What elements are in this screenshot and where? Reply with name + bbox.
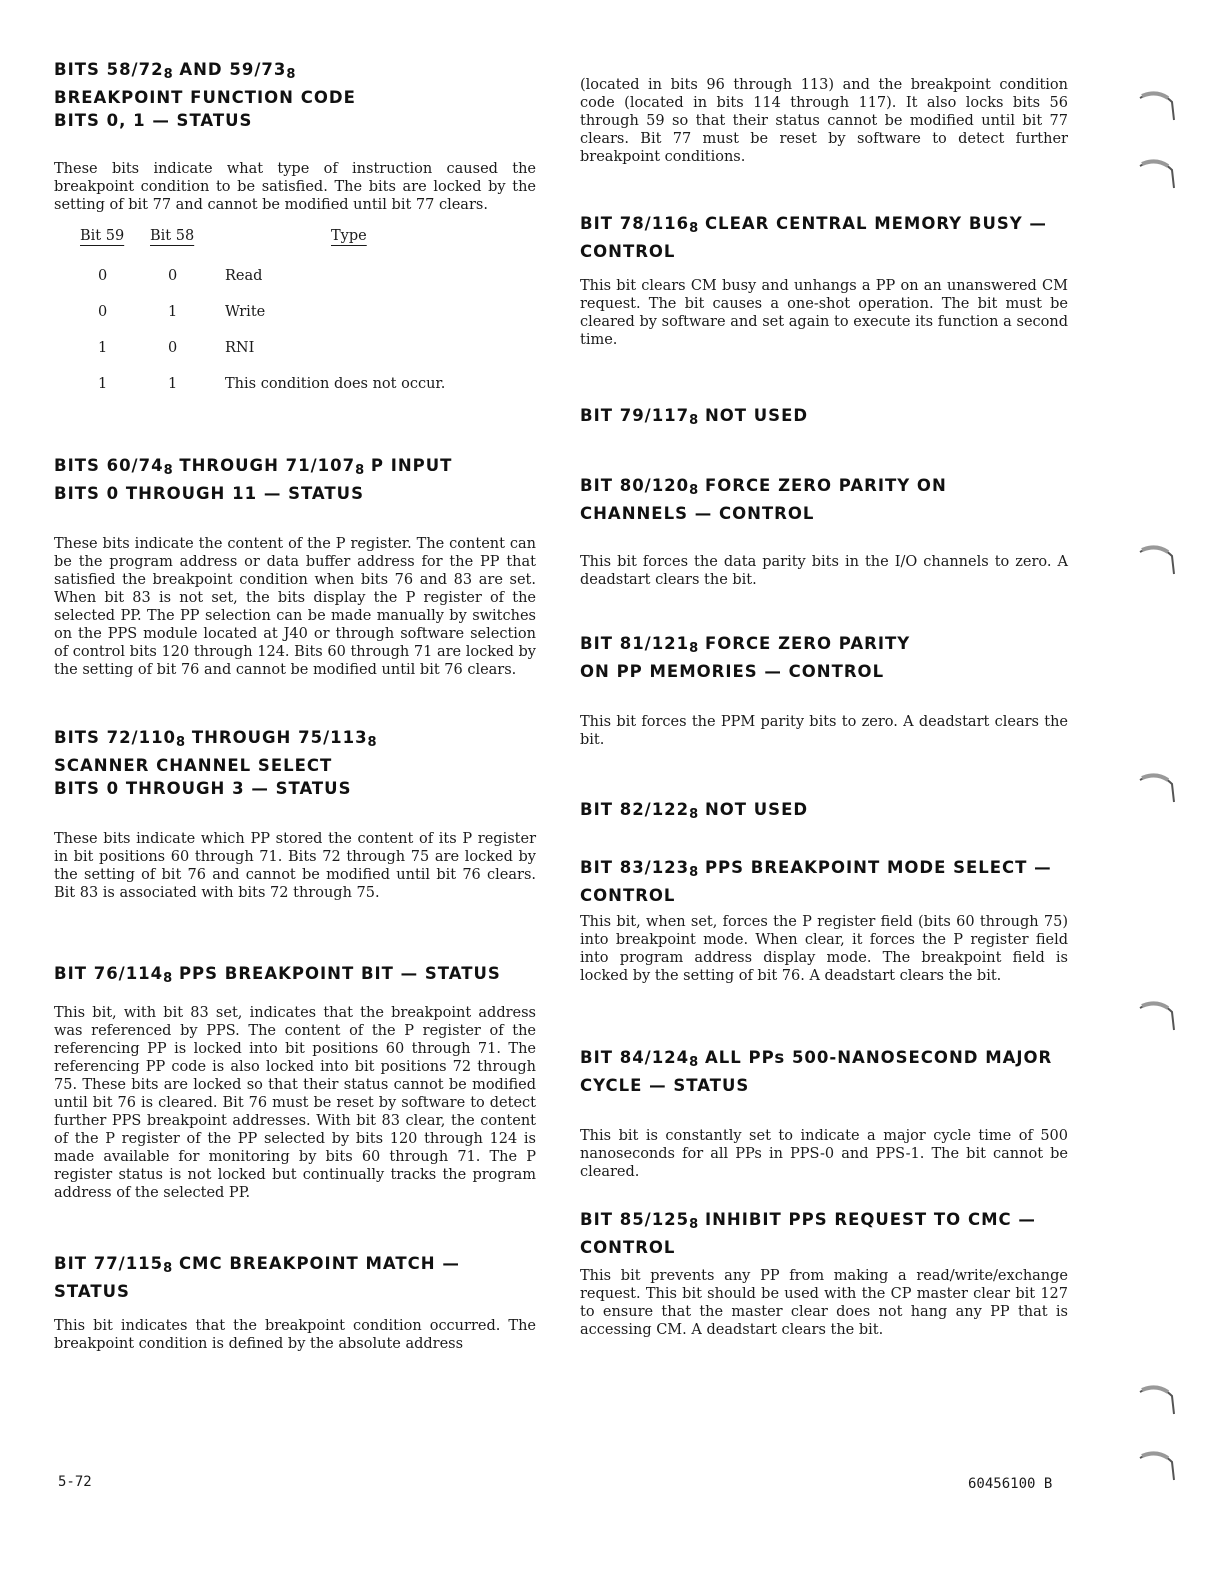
document-number: 60456100 B: [968, 1476, 1053, 1492]
section-bit-84: [580, 1046, 1068, 1181]
page-number: 5-72: [58, 1474, 92, 1490]
section-body: This bit clears CM busy and unhangs a PP on an unanswered CM request. The bit causes a one-shot operation. The bit must be cleared by software and set again to execute its function a second time.: [580, 278, 1068, 348]
section-heading: BIT $79/117_8$ NOT USED: [580, 406, 809, 428]
section-body: This bit forces the data parity bits in the I/O channels to zero. A deadstart clears the bit.: [580, 554, 1068, 588]
binder-hole-mark: [1138, 768, 1180, 808]
bit-type-table: [80, 228, 445, 402]
table-row: 0 1 Write: [98, 304, 266, 320]
section-bit-80: [580, 474, 1068, 589]
section-bit-77: [54, 1252, 536, 1353]
section-subheading: BITS 0, 1 — STATUS: [54, 111, 253, 130]
section-subheading: CONTROL: [580, 242, 676, 261]
section-body: This bit prevents any PP from making a read/write/exchange request. This bit should be used with the CP master clear bit 127 to ensure that the master clear does not hang any PP that is accessing CM. A deadstart clears the bit.: [580, 1268, 1068, 1338]
section-heading: BITS $72/110_8$ THROUGH $75/113_8$: [54, 728, 377, 750]
section-subheading: BREAKPOINT FUNCTION CODE: [54, 88, 356, 107]
section-bit-81: [580, 632, 1068, 749]
section-heading: BIT $82/122_8$ NOT USED: [580, 800, 809, 822]
section-body: This bit, with bit 83 set, indicates that the breakpoint address was referenced by PPS. The content of the P register of the referencing PP is locked into bit positions 60 through 71. The referencing PP code is also locked into bit positions 72 through 75. These bits are locked so that their status cannot be modified until bit 76 is cleared. Bit 76 must be reset by software to detect further PPS breakpoint addresses. With bit 83 clear, the content of the P register of the PP selected by bits 120 through 124 is made available for monitoring by bits 60 through 71. The P register status is not locked but continually tracks the program address of the selected PP.: [54, 1005, 536, 1201]
section-subheading: CONTROL: [580, 886, 676, 905]
section-heading: BIT $77/115_8$ CMC BREAKPOINT MATCH — STATUS: [54, 1254, 460, 1301]
section-bit-79: [580, 404, 1068, 432]
section-bits-60-71: [54, 454, 536, 679]
binder-hole-mark: [1138, 996, 1180, 1036]
section-heading: BIT $78/116_8$ CLEAR CENTRAL MEMORY BUSY —: [580, 214, 1047, 236]
section-heading: BIT $84/124_8$ ALL PPs 500-NANOSECOND MAJOR: [580, 1048, 1053, 1070]
section-subheading: CYCLE — STATUS: [580, 1076, 750, 1095]
col-header-bit59: Bit 59: [80, 228, 125, 244]
section-body: This bit is constantly set to indicate a major cycle time of 500 nanoseconds for all PPs in PPS-0 and PPS-1. The bit cannot be cleared.: [580, 1128, 1068, 1180]
table-row: 1 1 This condition does not occur.: [98, 376, 446, 392]
binder-hole-mark: [1138, 540, 1180, 580]
section-body: This bit, when set, forces the P register field (bits 60 through 75) into breakpoint mode. When clear, it forces the P register field into program address display mode. The breakpoint field is locked by the setting of bit 76. A deadstart clears the bit.: [580, 914, 1068, 984]
section-body: This bit indicates that the breakpoint condition occurred. The breakpoint condition is defined by the absolute address: [54, 1318, 536, 1352]
section-bits-72-75: [54, 726, 536, 902]
table-row: 1 0 RNI: [98, 340, 255, 356]
col-header-bit58: Bit 58: [150, 228, 195, 244]
section-heading: BIT $81/121_8$ FORCE ZERO PARITY: [580, 634, 911, 656]
section-bit-83: [580, 856, 1068, 985]
section-heading: BIT $76/114_8$ PPS BREAKPOINT BIT — STATUS: [54, 964, 501, 986]
section-heading: BIT $80/120_8$ FORCE ZERO PARITY ON: [580, 476, 947, 498]
section-bit-76: [54, 962, 536, 1202]
binder-hole-mark: [1138, 1380, 1180, 1420]
section-bits-58-59: [54, 58, 536, 402]
section-body: These bits indicate the content of the P register. The content can be the program address or data buffer address for the PP that satisfied the breakpoint condition when bits 76 and 83 are set. When bit 83 is not set, the bits display the P register of the selected PP. The PP selection can be made manually by switches on the PPS module located at J40 or through software selection of control bits 120 through 124. Bits 60 through 71 are locked by the setting of bit 76 and cannot be modified until bit 76 clears.: [54, 536, 536, 678]
section-heading: BIT $83/123_8$ PPS BREAKPOINT MODE SELECT —: [580, 858, 1052, 880]
section-body: These bits indicate what type of instruction caused the breakpoint condition to be satisfied. The bits are locked by the setting of bit 77 and cannot be modified until bit 77 clears.: [54, 161, 536, 213]
binder-hole-mark: [1138, 154, 1180, 194]
section-heading: BITS $58/72_8$ AND $59/73_8$: [54, 60, 296, 82]
binder-hole-mark: [1138, 86, 1180, 126]
section-subheading: BITS 0 THROUGH 11 — STATUS: [54, 484, 364, 503]
col-header-type: Type: [331, 228, 367, 244]
table-row: 0 0 Read: [98, 268, 263, 284]
section-body: (located in bits 96 through 113) and the breakpoint condition code (located in bits 114 through 117). It also locks bits 56 through 59 so that their status cannot be modified until bit 77 clears. Bit 77 must be reset by software to detect further breakpoint conditions.: [580, 77, 1068, 165]
binder-hole-mark: [1138, 1446, 1180, 1486]
section-bit-77-continued: [580, 76, 1068, 166]
section-bit-85: [580, 1208, 1068, 1339]
section-bit-82: [580, 798, 1068, 826]
section-subheading: CHANNELS — CONTROL: [580, 504, 815, 523]
section-heading: BIT $85/125_8$ INHIBIT PPS REQUEST TO CMC —: [580, 1210, 1036, 1232]
section-subheading: SCANNER CHANNEL SELECT: [54, 756, 333, 775]
section-subheading: ON PP MEMORIES — CONTROL: [580, 662, 885, 681]
section-bit-78: [580, 212, 1068, 349]
section-body: This bit forces the PPM parity bits to zero. A deadstart clears the bit.: [580, 714, 1068, 748]
section-subheading: CONTROL: [580, 1238, 676, 1257]
section-body: These bits indicate which PP stored the content of its P register in bit positions 60 through 71. Bits 72 through 75 are locked by the setting of bit 76 and cannot be modified until bit 76 clears. Bit 83 is associated with bits 72 through 75.: [54, 831, 536, 901]
section-heading: BITS $60/74_8$ THROUGH $71/107_8$ P INPUT: [54, 456, 453, 478]
section-subheading: BITS 0 THROUGH 3 — STATUS: [54, 779, 352, 798]
